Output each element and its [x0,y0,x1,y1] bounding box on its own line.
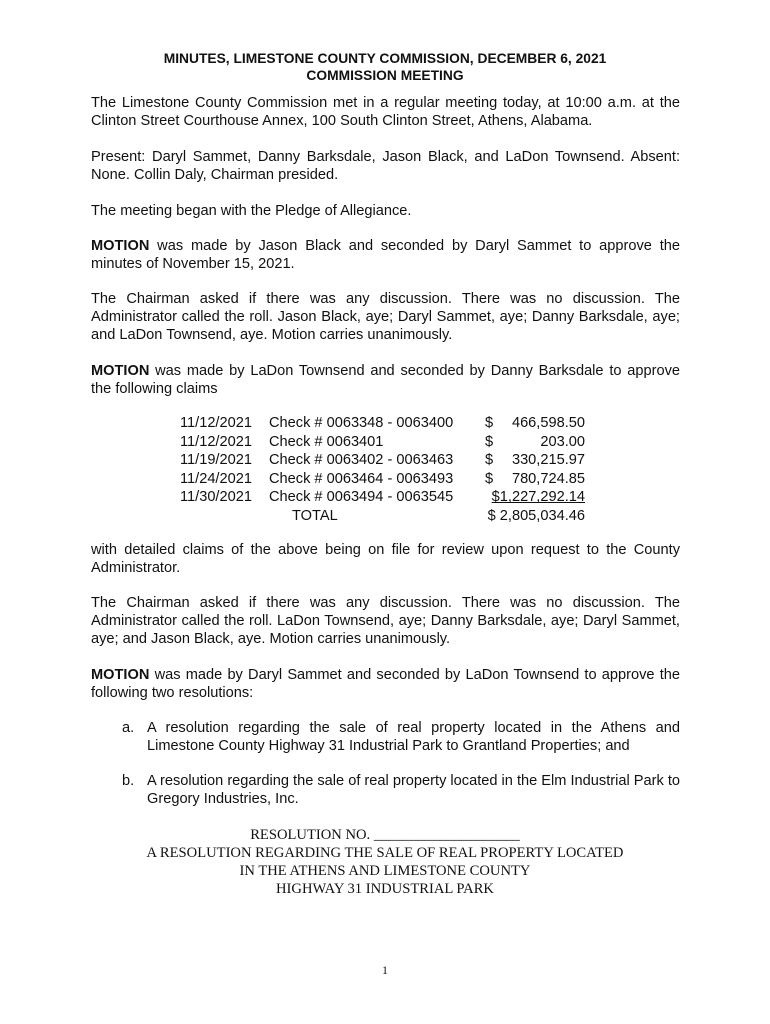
claims-row [180,489,600,508]
list-item-text: A resolution regarding the sale of real property located in the Athens and Limestone County Highway 31 Industrial Park to Grantland Properties; and [147,720,680,754]
motion-text: was made by LaDon Townsend and seconded by Danny Barksdale to approve the following claims [91,363,680,397]
claim-date: 11/12/2021 [180,415,252,431]
claim-amount: 780,724.85 [511,470,585,487]
intro-paragraph: The Limestone County Commission met in a regular meeting today, at 10:00 a.m. at the Clinton Street Courthouse Annex, 100 South Clinton Street, Athens, Alabama. [91,95,680,129]
resolution-number: RESOLUTION NO. ____________________ [250,827,520,843]
claim-amount: 203.00 [540,433,585,450]
claim-amount: 466,598.50 [511,415,585,431]
claim-amount: $1,227,292.14 [491,489,585,506]
resolution-title-line: A RESOLUTION REGARDING THE SALE OF REAL PROPERTY LOCATED [146,845,624,861]
list-item-text: A resolution regarding the sale of real property located in the Elm Industrial Park to Gregory Industries, Inc. [147,773,680,807]
claim-check-range: Check # 0063348 - 0063400 [269,415,454,431]
claim-date: 11/30/2021 [180,489,252,506]
claim-amount: 330,215.97 [511,452,585,469]
resolution-title-line: IN THE ATHENS AND LIMESTONE COUNTY [239,863,531,879]
claims-row [180,471,600,490]
motion-resolutions-paragraph [91,666,680,702]
claims-row [180,434,600,453]
claims-note-paragraph: with detailed claims of the above being on file for review upon request to the County Administrator. [91,542,680,576]
page-number: 1 [382,963,388,977]
claim-currency: $ [485,470,494,487]
list-item-label: a. [122,720,135,736]
document-subtitle: COMMISSION MEETING [306,68,464,83]
motion-minutes-paragraph [91,237,680,273]
claim-currency: $ [485,433,494,450]
claims-table [180,415,600,527]
pledge-paragraph: The meeting began with the Pledge of Allegiance. [91,203,412,219]
attendance-paragraph: Present: Daryl Sammet, Danny Barksdale, Jason Black, and LaDon Townsend. Absent: None. Collin Daly, Chairman presided. [91,149,680,183]
claims-total-amount: $ 2,805,034.46 [487,507,585,524]
motion-text: was made by Daryl Sammet and seconded by LaDon Townsend to approve the following two resolutions: [91,667,680,701]
claim-currency: $ [485,452,494,469]
roll-call-paragraph-2: The Chairman asked if there was any discussion. There was no discussion. The Administrator called the roll. LaDon Townsend, aye; Danny Barksdale, aye; Daryl Sammet, aye; and Jason Black, aye. Motion carries unanimously. [91,595,680,647]
motion-label: MOTION [91,238,150,254]
claim-check-range: Check # 0063494 - 0063545 [269,489,454,506]
motion-label: MOTION [91,667,150,683]
claims-row [180,415,600,434]
motion-claims-paragraph [91,362,680,398]
list-item-label: b. [122,773,135,789]
claims-total-row [180,508,600,527]
resolution-list-item [122,772,680,808]
resolution-title-line: HIGHWAY 31 INDUSTRIAL PARK [276,881,494,897]
claim-check-range: Check # 0063401 [269,433,384,450]
motion-text: was made by Jason Black and seconded by Daryl Sammet to approve the minutes of November 15, 2021. [91,238,680,272]
claim-check-range: Check # 0063464 - 0063493 [269,470,454,487]
claim-date: 11/24/2021 [180,470,252,487]
claim-check-range: Check # 0063402 - 0063463 [269,452,454,469]
claims-total-label: TOTAL [292,507,338,524]
motion-label: MOTION [91,363,150,379]
claims-row [180,452,600,471]
resolution-list-item [122,719,680,755]
document-title: MINUTES, LIMESTONE COUNTY COMMISSION, DECEMBER 6, 2021 [163,51,607,66]
claim-date: 11/12/2021 [180,433,252,450]
roll-call-paragraph-1: The Chairman asked if there was any discussion. There was no discussion. The Administrator called the roll. Jason Black, aye; Daryl Sammet, aye; Danny Barksdale, aye; and LaDon Townsend, aye. Motion carries unanimously. [91,291,680,343]
claim-currency: $ [485,415,494,431]
claim-date: 11/19/2021 [180,452,252,469]
